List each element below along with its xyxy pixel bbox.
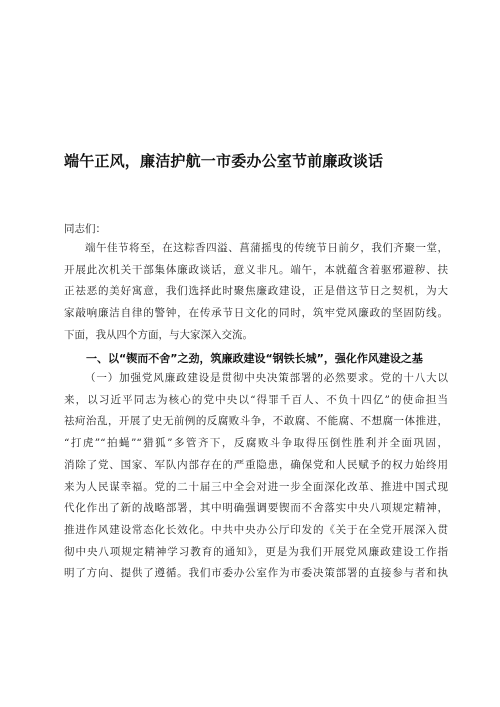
salutation: 同志们： <box>64 223 106 235</box>
intro-paragraph <box>64 238 448 347</box>
section-line: 来为人民谋幸福。党的二十届三中全会对进一步全面深化改革、推进中国式现 <box>64 480 448 493</box>
section-line: 消除了党、国家、军队内部存在的严重隐患，确保党和人民赋予的权力始终用 <box>64 458 448 471</box>
intro-line: 家敲响廉洁自律的警钟，在传承节日文化的同时，筑牢党风廉政的坚固防线。 <box>64 307 448 320</box>
intro-line: 端午佳节将至，在这粽香四溢、菖蒲摇曳的传统节日前夕，我们齐聚一堂， <box>85 242 448 254</box>
section-line: 代化作出了新的战略部署，其中明确强调要锲而不舍落实中央八项规定精神， <box>64 502 448 515</box>
intro-line: 下面，我从四个方面，与大家深入交流。 <box>64 328 253 341</box>
section-heading: 一、以“锲而不舍”之劲，筑廉政建设“钢铁长城”，强化作风建设之基 <box>86 352 423 365</box>
section-line: 明了方向、提供了遵循。我们市委办公室作为市委决策部署的直接参与者和执 <box>64 567 448 580</box>
section-line: （一）加强党风廉政建设是贯彻中央决策部署的必然要求。党的十八大以 <box>85 372 448 384</box>
section-line: “打虎”“拍蝇”“猎狐”多管齐下，反腐败斗争取得压倒性胜利并全面巩固， <box>64 437 448 450</box>
section-paragraph <box>64 368 448 585</box>
section-line: 来，以习近平同志为核心的党中央以“得罪千百人、不负十四亿”的使命担当 <box>64 393 448 406</box>
section-line: 祛疴治乱，开展了史无前例的反腐败斗争，不敢腐、不能腐、不想腐一体推进， <box>64 415 448 428</box>
intro-line: 正祛恶的美好寓意，我们选择此时聚焦廉政建设，正是借这节日之契机，为大 <box>64 285 448 298</box>
section-line: 推进作风建设常态化长效化。中共中央办公厅印发的《关于在全党开展深入贯 <box>64 523 448 536</box>
intro-line: 开展此次机关干部集体廉政谈话，意义非凡。端午，本就蕴含着驱邪避秽、扶 <box>64 263 448 276</box>
document-title: 端午正风，廉洁护航一市委办公室节前廉政谈话 <box>64 152 384 170</box>
section-line: 彻中央八项规定精神学习教育的通知》，更是为我们开展党风廉政建设工作指 <box>64 545 448 558</box>
